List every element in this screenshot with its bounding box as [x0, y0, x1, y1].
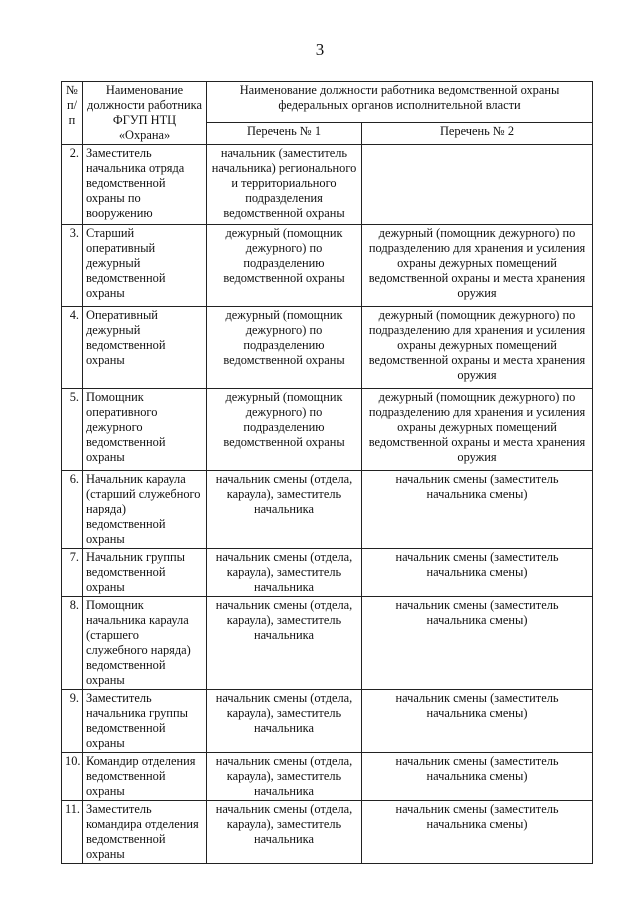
row-list2: начальник смены (заместитель начальника смены)	[362, 690, 593, 753]
row-position: Старший оперативный дежурный ведомственной охраны	[83, 225, 207, 307]
table-row	[62, 801, 593, 864]
table-row	[62, 225, 593, 307]
row-list1: начальник (заместитель начальника) регионального и территориального подразделения ведомственной охраны	[207, 145, 362, 225]
row-number: 5.	[62, 389, 83, 471]
row-list1: дежурный (помощник дежурного) по подразделению ведомственной охраны	[207, 225, 362, 307]
table-row	[62, 471, 593, 549]
row-position: Начальник караула (старший служебного наряда) ведомственной охраны	[83, 471, 207, 549]
row-position: Начальник группы ведомственной охраны	[83, 549, 207, 597]
positions-table	[61, 81, 593, 864]
row-position: Командир отделения ведомственной охраны	[83, 753, 207, 801]
row-number: 3.	[62, 225, 83, 307]
row-number: 6.	[62, 471, 83, 549]
row-list1: дежурный (помощник дежурного) по подразделению ведомственной охраны	[207, 307, 362, 389]
header-row	[62, 82, 593, 123]
row-number: 10.	[62, 753, 83, 801]
table-row	[62, 389, 593, 471]
row-number: 11.	[62, 801, 83, 864]
row-position: Оперативный дежурный ведомственной охраны	[83, 307, 207, 389]
table-row	[62, 597, 593, 690]
table-row	[62, 690, 593, 753]
table-row	[62, 753, 593, 801]
row-list2: начальник смены (заместитель начальника смены)	[362, 801, 593, 864]
row-list2	[362, 145, 593, 225]
header-list1: Перечень № 1	[207, 122, 362, 144]
row-list2: начальник смены (заместитель начальника смены)	[362, 753, 593, 801]
row-list2: дежурный (помощник дежурного) по подразделению для хранения и усиления охраны дежурных помещений ведомственной охраны и места хранения оружия	[362, 225, 593, 307]
header-num: № п/п	[62, 82, 83, 145]
row-number: 7.	[62, 549, 83, 597]
row-list1: начальник смены (отдела, караула), заместитель начальника	[207, 801, 362, 864]
row-list2: начальник смены (заместитель начальника смены)	[362, 597, 593, 690]
table-row	[62, 145, 593, 225]
row-list1: начальник смены (отдела, караула), заместитель начальника	[207, 549, 362, 597]
row-position: Помощник оперативного дежурного ведомственной охраны	[83, 389, 207, 471]
row-position: Помощник начальника караула (старшего служебного наряда) ведомственной охраны	[83, 597, 207, 690]
page-number: 3	[315, 40, 325, 59]
header-position: Наименование должности работника ФГУП НТЦ «Охрана»	[83, 82, 207, 145]
row-list2: дежурный (помощник дежурного) по подразделению для хранения и усиления охраны дежурных помещений ведомственной охраны и места хранения оружия	[362, 307, 593, 389]
header-group: Наименование должности работника ведомственной охраны федеральных органов исполнительной власти	[207, 82, 593, 123]
header-list2: Перечень № 2	[362, 122, 593, 144]
row-position: Заместитель командира отделения ведомственной охраны	[83, 801, 207, 864]
row-list2: дежурный (помощник дежурного) по подразделению для хранения и усиления охраны дежурных помещений ведомственной охраны и места хранения оружия	[362, 389, 593, 471]
row-number: 8.	[62, 597, 83, 690]
row-list1: начальник смены (отдела, караула), заместитель начальника	[207, 471, 362, 549]
table-row	[62, 307, 593, 389]
row-number: 9.	[62, 690, 83, 753]
row-position: Заместитель начальника группы ведомственной охраны	[83, 690, 207, 753]
row-list1: начальник смены (отдела, караула), заместитель начальника	[207, 690, 362, 753]
row-list2: начальник смены (заместитель начальника смены)	[362, 549, 593, 597]
row-number: 4.	[62, 307, 83, 389]
row-position: Заместитель начальника отряда ведомственной охраны по вооружению	[83, 145, 207, 225]
row-list1: дежурный (помощник дежурного) по подразделению ведомственной охраны	[207, 389, 362, 471]
table-row	[62, 549, 593, 597]
row-number: 2.	[62, 145, 83, 225]
row-list2: начальник смены (заместитель начальника смены)	[362, 471, 593, 549]
row-list1: начальник смены (отдела, караула), заместитель начальника	[207, 753, 362, 801]
table-body	[62, 145, 593, 864]
row-list1: начальник смены (отдела, караула), заместитель начальника	[207, 597, 362, 690]
